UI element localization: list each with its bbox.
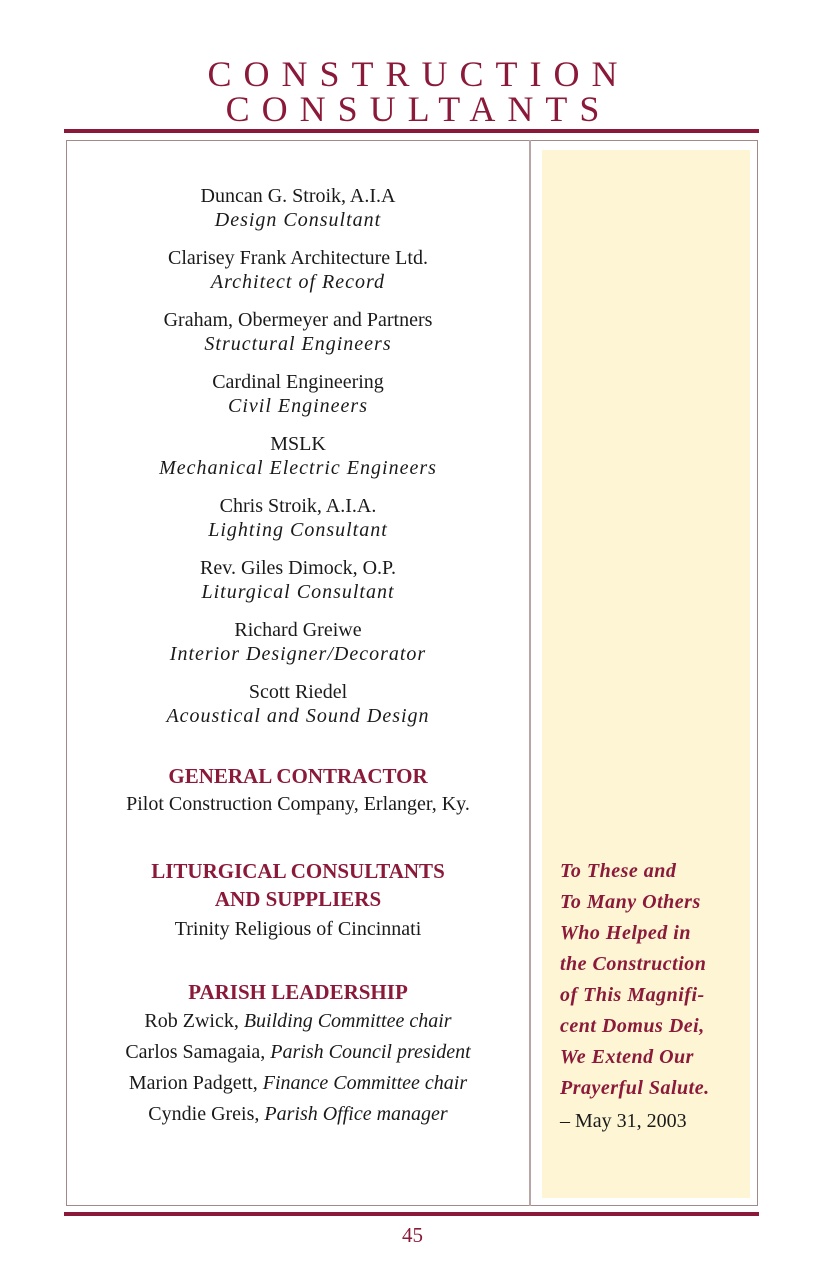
column-divider	[529, 140, 531, 1206]
consultant-role: Architect of Record	[210, 271, 386, 293]
salute-message	[560, 856, 750, 1104]
consultant-role: Structural Engineers	[204, 333, 392, 355]
salute-line: cent Domus Dei,	[560, 1015, 705, 1037]
consultant-entry	[67, 494, 529, 542]
consultant-entry	[67, 184, 529, 232]
consultant-entry	[67, 308, 529, 356]
leader-name: Cyndie Greis,	[148, 1103, 260, 1125]
consultant-role: Civil Engineers	[228, 395, 368, 417]
leader-name: Carlos Samagaia,	[125, 1041, 266, 1063]
general-contractor-name: Pilot Construction Company, Erlanger, Ky.	[126, 793, 470, 815]
consultant-role: Interior Designer/Decorator	[169, 643, 427, 665]
leader-role: Building Committee chair	[243, 1010, 452, 1032]
bottom-rule	[64, 1212, 759, 1216]
consultant-entry	[67, 432, 529, 480]
consultant-entry	[67, 370, 529, 418]
salute-line: Prayerful Salute.	[560, 1077, 710, 1099]
salute-date: – May 31, 2003	[560, 1110, 687, 1132]
consultant-entry	[67, 680, 529, 728]
page-title-line-2: CONSULTANTS	[225, 89, 612, 129]
leader-role: Finance Committee chair	[262, 1072, 468, 1094]
consultant-name: Clarisey Frank Architecture Ltd.	[168, 247, 428, 269]
liturgical-heading-line-2: AND SUPPLIERS	[214, 887, 382, 911]
consultant-role: Mechanical Electric Engineers	[159, 457, 437, 479]
leader-line	[67, 1037, 529, 1068]
consultant-role: Liturgical Consultant	[201, 581, 395, 603]
consultant-entry	[67, 618, 529, 666]
parish-leadership-heading: PARISH LEADERSHIP	[188, 980, 408, 1004]
consultant-name: Graham, Obermeyer and Partners	[163, 309, 433, 331]
consultant-name: Duncan G. Stroik, A.I.A	[200, 185, 396, 207]
consultant-name: Chris Stroik, A.I.A.	[219, 495, 377, 517]
leader-line	[67, 1099, 529, 1130]
consultant-role: Lighting Consultant	[208, 519, 388, 541]
consultant-role: Acoustical and Sound Design	[166, 705, 430, 727]
consultant-role: Design Consultant	[214, 209, 382, 231]
salute-line: To Many Others	[560, 891, 701, 913]
consultant-name: MSLK	[270, 433, 326, 455]
page-title-line-1: CONSTRUCTION	[207, 54, 630, 94]
salute-line: To These and	[560, 860, 677, 882]
salute-line: We Extend Our	[560, 1046, 694, 1068]
leader-line	[67, 1068, 529, 1099]
salute-line: Who Helped in	[560, 922, 691, 944]
salute-line: of This Magnifi-	[560, 984, 705, 1006]
top-rule	[64, 129, 759, 133]
general-contractor-heading: GENERAL CONTRACTOR	[168, 764, 428, 788]
consultant-name: Scott Riedel	[248, 681, 348, 703]
salute-line: the Construction	[560, 953, 707, 975]
parish-leadership-section	[67, 978, 529, 1130]
leader-name: Marion Padgett,	[128, 1072, 258, 1094]
general-contractor-section	[67, 763, 529, 819]
leader-line	[67, 1006, 529, 1037]
leader-role: Parish Council president	[270, 1041, 471, 1063]
liturgical-supplier: Trinity Religious of Cincinnati	[174, 918, 422, 940]
liturgical-heading-line-1: LITURGICAL CONSULTANTS	[151, 859, 445, 883]
liturgical-section	[67, 857, 529, 945]
leader-name: Rob Zwick,	[144, 1010, 239, 1032]
consultant-name: Cardinal Engineering	[212, 371, 384, 393]
page-number: 45	[402, 1223, 423, 1247]
consultant-entry	[67, 246, 529, 294]
consultant-name: Richard Greiwe	[234, 619, 362, 641]
consultant-name: Rev. Giles Dimock, O.P.	[200, 557, 396, 579]
leader-role: Parish Office manager	[264, 1103, 448, 1125]
consultant-entry	[67, 556, 529, 604]
